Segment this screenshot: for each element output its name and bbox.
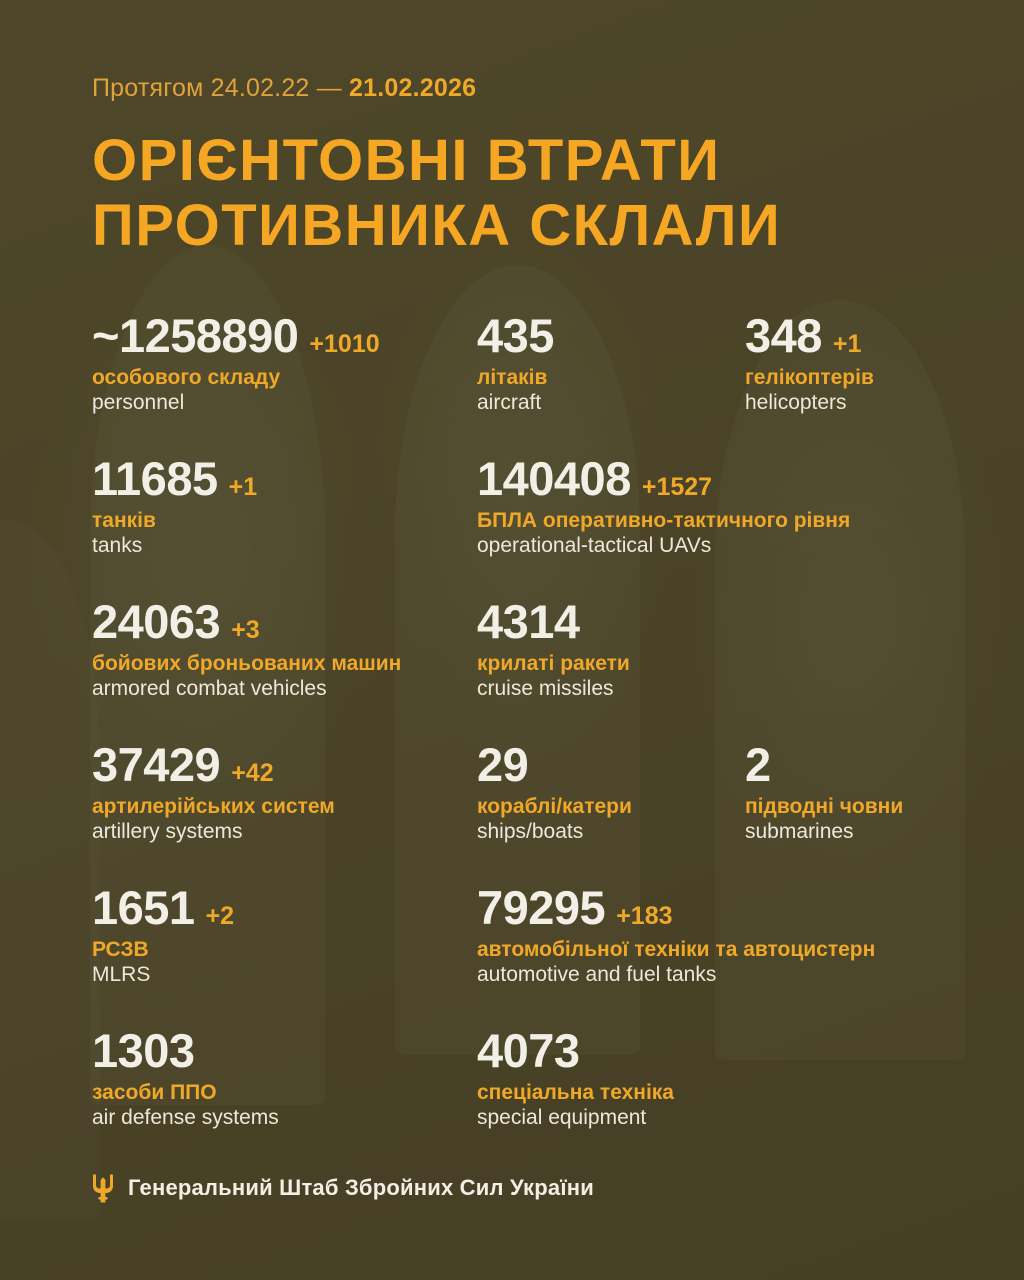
loss-label-en: aircraft: [477, 391, 542, 415]
value-row: [745, 737, 903, 791]
value-row: [92, 451, 258, 505]
value-row: [477, 737, 632, 791]
loss-delta: +1527: [641, 472, 713, 501]
loss-label-ua: гелікоптерів: [745, 366, 874, 390]
period-date: 21.02.2026: [349, 74, 477, 102]
loss-item-artillery: [92, 737, 335, 844]
title-line-1: ОРІЄНТОВНІ ВТРАТИ: [92, 128, 721, 193]
loss-label-ua: літаків: [477, 366, 548, 390]
loss-label-en: artillery systems: [92, 820, 243, 844]
loss-label-ua: засоби ППО: [92, 1081, 217, 1105]
loss-delta: +1010: [309, 329, 380, 358]
loss-item-uavs: [477, 451, 851, 558]
value-row: [477, 1023, 674, 1077]
loss-label-ua: бойових броньованих машин: [92, 652, 402, 676]
loss-label-ua: особового складу: [92, 366, 281, 390]
value-row: [92, 308, 380, 362]
loss-label-ua: підводні човни: [745, 795, 904, 819]
loss-label-ua: танків: [92, 509, 156, 533]
loss-value: 37429: [92, 737, 221, 791]
title-line-2: ПРОТИВНИКА СКЛАЛИ: [92, 192, 782, 258]
loss-value: 4073: [477, 1023, 580, 1077]
loss-value: 79295: [477, 880, 606, 934]
value-row: [745, 308, 874, 362]
loss-item-automotive: [477, 880, 876, 987]
value-row: [477, 308, 565, 362]
loss-delta: +1: [832, 329, 862, 358]
value-row: [477, 880, 875, 934]
loss-label-ua: артилерійських систем: [92, 795, 335, 819]
loss-value: 140408: [477, 451, 631, 505]
value-row: [92, 737, 335, 791]
period-line: [92, 0, 932, 103]
loss-value: 2: [745, 737, 771, 791]
loss-label-ua: автомобільної техніки та автоцистерн: [477, 938, 876, 962]
loss-label-ua: крилаті ракети: [477, 652, 630, 676]
loss-value: 1303: [92, 1023, 195, 1077]
loss-label-en: operational-tactical UAVs: [477, 534, 712, 558]
value-row: [477, 451, 850, 505]
loss-item-helicopters: [745, 308, 874, 415]
loss-item-air-defense: [92, 1023, 279, 1130]
loss-delta: +3: [231, 615, 260, 644]
loss-item-aircraft: [477, 308, 565, 415]
loss-label-en: cruise missiles: [477, 677, 614, 701]
loss-value: ~1258890: [92, 308, 299, 362]
loss-delta: +2: [205, 901, 235, 930]
loss-item-mlrs: [92, 880, 235, 987]
loss-value: 11685: [92, 451, 218, 505]
loss-item-special-equipment: [477, 1023, 674, 1130]
loss-label-en: automotive and fuel tanks: [477, 963, 717, 987]
loss-item-submarines: [745, 737, 904, 844]
loss-value: 348: [745, 308, 822, 362]
loss-label-ua: БПЛА оперативно-тактичного рівня: [477, 509, 851, 533]
trident-icon: [92, 1173, 114, 1203]
loss-label-en: submarines: [745, 820, 854, 844]
value-row: [92, 1023, 279, 1077]
loss-delta: +1: [228, 472, 258, 501]
loss-value: 24063: [92, 594, 221, 648]
page-title: [92, 129, 932, 259]
loss-item-armored-vehicles: [92, 594, 402, 701]
loss-item-cruise-missiles: [477, 594, 630, 701]
loss-value: 4314: [477, 594, 580, 648]
loss-label-en: tanks: [92, 534, 143, 558]
loss-value: 1651: [92, 880, 195, 934]
loss-label-en: ships/boats: [477, 820, 584, 844]
loss-label-en: MLRS: [92, 963, 151, 987]
loss-label-en: armored combat vehicles: [92, 677, 327, 701]
loss-label-ua: РСЗВ: [92, 938, 149, 962]
loss-label-ua: кораблі/катери: [477, 795, 632, 819]
loss-item-ships: [477, 737, 632, 844]
loss-label-ua: спеціальна техніка: [477, 1081, 674, 1105]
loss-item-tanks: [92, 451, 258, 558]
value-row: [92, 880, 235, 934]
footer-text: Генеральний Штаб Збройних Сил України: [128, 1174, 594, 1200]
loss-label-en: air defense systems: [92, 1106, 279, 1130]
loss-delta: +42: [231, 758, 274, 787]
loss-label-en: special equipment: [477, 1106, 647, 1130]
loss-value: 29: [477, 737, 529, 791]
loss-item-personnel: [92, 308, 380, 415]
footer: [0, 1173, 1024, 1203]
loss-label-en: helicopters: [745, 391, 847, 415]
loss-delta: +183: [616, 901, 673, 930]
value-row: [477, 594, 630, 648]
period-prefix: Протягом 24.02.22 —: [92, 74, 342, 102]
losses-grid: [92, 308, 932, 1151]
loss-label-en: personnel: [92, 391, 185, 415]
loss-value: 435: [477, 308, 554, 362]
value-row: [92, 594, 401, 648]
